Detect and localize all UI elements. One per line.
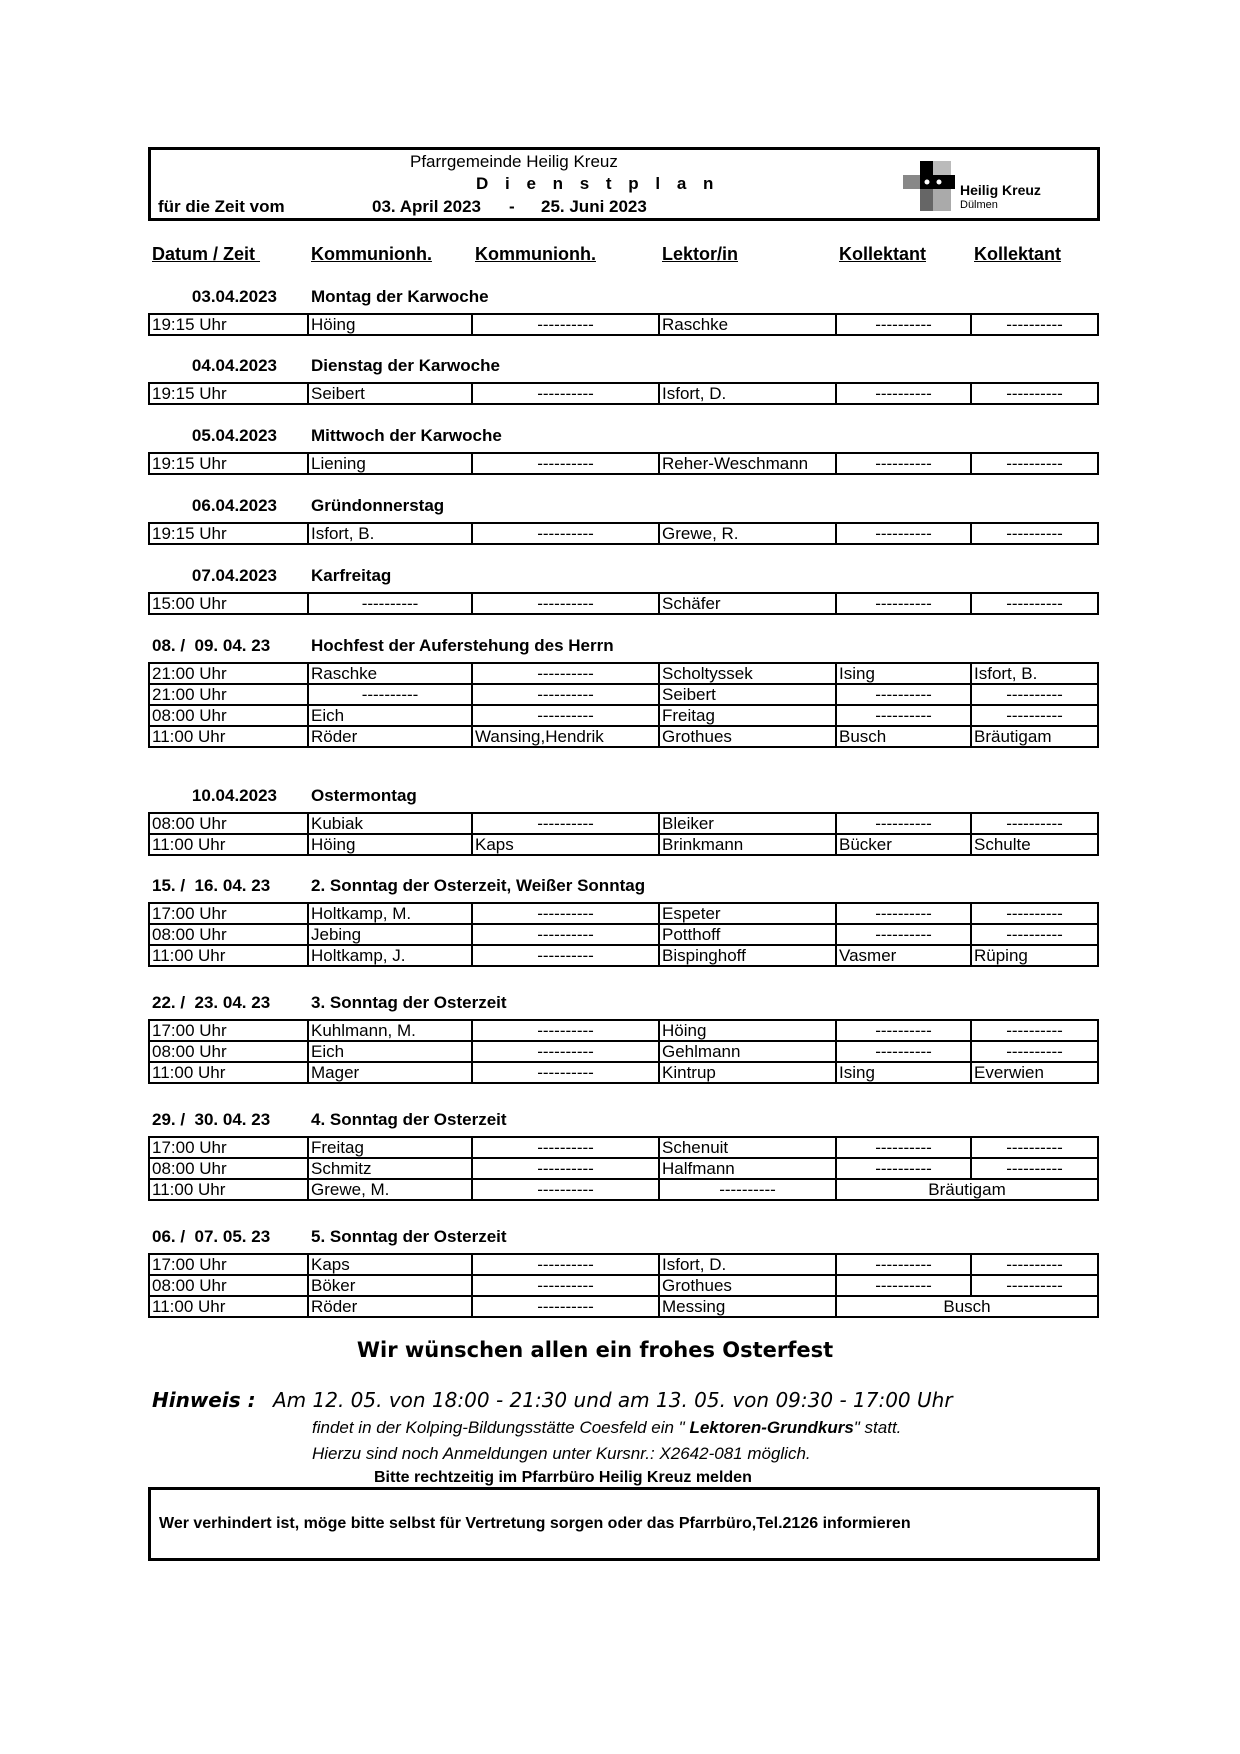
section-date: 05.04.2023 bbox=[191, 426, 277, 445]
schedule-cell: ---------- bbox=[971, 383, 1098, 404]
schedule-table bbox=[148, 313, 1099, 336]
schedule-cell: Liening bbox=[308, 453, 472, 474]
schedule-cell: ---------- bbox=[971, 453, 1098, 474]
schedule-cell: Messing bbox=[659, 1296, 836, 1317]
table-row bbox=[149, 705, 1098, 726]
table-row bbox=[149, 1041, 1098, 1062]
schedule-cell: ---------- bbox=[472, 1254, 659, 1275]
schedule-table bbox=[148, 1253, 1099, 1318]
schedule-cell: Röder bbox=[308, 726, 472, 747]
table-row bbox=[149, 1275, 1098, 1296]
schedule-cell: Grothues bbox=[659, 726, 836, 747]
table-row bbox=[149, 523, 1098, 544]
schedule-cell: Schulte bbox=[971, 834, 1098, 855]
section-date: 15. / 16. 04. 23 bbox=[152, 876, 271, 895]
time-cell: 19:15 Uhr bbox=[149, 453, 308, 474]
schedule-table bbox=[148, 592, 1099, 615]
section-date: 06. / 07. 05. 23 bbox=[152, 1227, 271, 1246]
section-date: 03.04.2023 bbox=[191, 287, 277, 306]
time-cell: 08:00 Uhr bbox=[149, 813, 308, 834]
section-date: 07.04.2023 bbox=[191, 566, 277, 585]
schedule-cell: ---------- bbox=[472, 453, 659, 474]
schedule-cell: Ising bbox=[836, 1062, 971, 1083]
table-row bbox=[149, 834, 1098, 855]
time-cell: 11:00 Uhr bbox=[149, 1179, 308, 1200]
section-title: 5. Sonntag der Osterzeit bbox=[311, 1227, 507, 1246]
logo-city: Dülmen bbox=[960, 199, 998, 211]
schedule-table bbox=[148, 452, 1099, 475]
schedule-cell: Schenuit bbox=[659, 1137, 836, 1158]
note-line-2-a: findet in der Kolping-Bildungsstätte Coesfeld ein " bbox=[312, 1418, 690, 1437]
schedule-cell: ---------- bbox=[472, 663, 659, 684]
schedule-cell: Wansing,Hendrik bbox=[472, 726, 659, 747]
section-title: 4. Sonntag der Osterzeit bbox=[311, 1110, 507, 1129]
schedule-cell: Rüping bbox=[971, 945, 1098, 966]
note-line-4: Bitte rechtzeitig im Pfarrbüro Heilig Kreuz melden bbox=[374, 1469, 752, 1486]
schedule-cell: ---------- bbox=[472, 903, 659, 924]
period-start: 03. April 2023 bbox=[372, 197, 481, 216]
schedule-cell: Brinkmann bbox=[659, 834, 836, 855]
time-cell: 08:00 Uhr bbox=[149, 705, 308, 726]
time-cell: 11:00 Uhr bbox=[149, 834, 308, 855]
schedule-cell: ---------- bbox=[472, 684, 659, 705]
column-header-communion-2: Kommunionh. bbox=[475, 244, 596, 264]
schedule-table bbox=[148, 662, 1099, 748]
schedule-cell: Gehlmann bbox=[659, 1041, 836, 1062]
schedule-cell: ---------- bbox=[472, 314, 659, 335]
time-cell: 21:00 Uhr bbox=[149, 684, 308, 705]
schedule-cell: Espeter bbox=[659, 903, 836, 924]
schedule-cell: ---------- bbox=[472, 1137, 659, 1158]
schedule-cell: Vasmer bbox=[836, 945, 971, 966]
schedule-cell: ---------- bbox=[971, 924, 1098, 945]
schedule-cell: ---------- bbox=[836, 684, 971, 705]
section-title: Montag der Karwoche bbox=[311, 287, 489, 306]
time-cell: 21:00 Uhr bbox=[149, 663, 308, 684]
schedule-cell: Reher-Weschmann bbox=[659, 453, 836, 474]
time-cell: 08:00 Uhr bbox=[149, 1275, 308, 1296]
column-header-communion-1: Kommunionh. bbox=[311, 244, 432, 264]
section-title: Karfreitag bbox=[311, 566, 392, 585]
time-cell: 11:00 Uhr bbox=[149, 1062, 308, 1083]
schedule-cell: ---------- bbox=[836, 453, 971, 474]
schedule-cell: ---------- bbox=[971, 684, 1098, 705]
schedule-cell: ---------- bbox=[836, 1020, 971, 1041]
time-cell: 17:00 Uhr bbox=[149, 903, 308, 924]
schedule-cell: ---------- bbox=[971, 705, 1098, 726]
schedule-cell: ---------- bbox=[472, 945, 659, 966]
column-header-collector-2: Kollektant bbox=[974, 244, 1062, 264]
schedule-cell: ---------- bbox=[971, 314, 1098, 335]
schedule-cell: Busch bbox=[836, 726, 971, 747]
section-title: Gründonnerstag bbox=[311, 496, 445, 515]
schedule-table bbox=[148, 522, 1099, 545]
schedule-cell: Potthoff bbox=[659, 924, 836, 945]
section-date: 22. / 23. 04. 23 bbox=[152, 993, 271, 1012]
time-cell: 17:00 Uhr bbox=[149, 1254, 308, 1275]
schedule-cell: ---------- bbox=[472, 1041, 659, 1062]
section-title: Ostermontag bbox=[311, 786, 417, 805]
table-row bbox=[149, 1020, 1098, 1041]
schedule-cell: ---------- bbox=[971, 813, 1098, 834]
schedule-cell: ---------- bbox=[472, 523, 659, 544]
easter-wish: Wir wünschen allen ein frohes Osterfest bbox=[356, 1338, 834, 1362]
schedule-cell: Holtkamp, M. bbox=[308, 903, 472, 924]
schedule-cell: ---------- bbox=[472, 924, 659, 945]
schedule-cell: ---------- bbox=[472, 1062, 659, 1083]
table-row bbox=[149, 593, 1098, 614]
section-title: 3. Sonntag der Osterzeit bbox=[311, 993, 507, 1012]
schedule-cell: Mager bbox=[308, 1062, 472, 1083]
schedule-cell: ---------- bbox=[971, 903, 1098, 924]
schedule-cell: ---------- bbox=[836, 813, 971, 834]
schedule-cell: Eich bbox=[308, 705, 472, 726]
table-row bbox=[149, 453, 1098, 474]
schedule-cell: ---------- bbox=[308, 593, 472, 614]
schedule-table bbox=[148, 812, 1099, 856]
schedule-cell: Eich bbox=[308, 1041, 472, 1062]
table-row bbox=[149, 1296, 1098, 1317]
schedule-cell: Höing bbox=[659, 1020, 836, 1041]
time-cell: 11:00 Uhr bbox=[149, 726, 308, 747]
schedule-table bbox=[148, 1136, 1099, 1201]
section-title: Hochfest der Auferstehung des Herrn bbox=[311, 636, 614, 655]
schedule-cell: ---------- bbox=[971, 1254, 1098, 1275]
time-cell: 15:00 Uhr bbox=[149, 593, 308, 614]
time-cell: 11:00 Uhr bbox=[149, 945, 308, 966]
period-separator: - bbox=[509, 197, 515, 216]
schedule-cell: ---------- bbox=[836, 383, 971, 404]
period-label: für die Zeit vom bbox=[158, 197, 285, 216]
section-date: 10.04.2023 bbox=[191, 786, 277, 805]
schedule-cell: Kubiak bbox=[308, 813, 472, 834]
note-line-2 bbox=[312, 1418, 901, 1438]
time-cell: 17:00 Uhr bbox=[149, 1137, 308, 1158]
time-cell: 19:15 Uhr bbox=[149, 523, 308, 544]
page-title: D i e n s t p l a n bbox=[476, 174, 720, 193]
time-cell: 19:15 Uhr bbox=[149, 314, 308, 335]
schedule-cell: Seibert bbox=[308, 383, 472, 404]
schedule-cell: ---------- bbox=[836, 1254, 971, 1275]
schedule-cell: ---------- bbox=[472, 1179, 659, 1200]
schedule-cell: ---------- bbox=[971, 1041, 1098, 1062]
schedule-cell: Freitag bbox=[308, 1137, 472, 1158]
section-title: 2. Sonntag der Osterzeit, Weißer Sonntag bbox=[311, 876, 646, 895]
schedule-cell: ---------- bbox=[836, 314, 971, 335]
schedule-cell: ---------- bbox=[971, 1275, 1098, 1296]
table-row bbox=[149, 1137, 1098, 1158]
section-title: Mittwoch der Karwoche bbox=[311, 426, 502, 445]
schedule-cell: Raschke bbox=[659, 314, 836, 335]
schedule-cell: Kaps bbox=[472, 834, 659, 855]
parish-name: Pfarrgemeinde Heilig Kreuz bbox=[410, 152, 618, 171]
schedule-cell: Scholtyssek bbox=[659, 663, 836, 684]
note-line-1: Am 12. 05. von 18:00 - 21:30 und am 13. 05. von 09:30 - 17:00 Uhr bbox=[273, 1388, 953, 1412]
table-row bbox=[149, 945, 1098, 966]
time-cell: 08:00 Uhr bbox=[149, 924, 308, 945]
schedule-cell: ---------- bbox=[971, 1137, 1098, 1158]
schedule-cell: ---------- bbox=[659, 1179, 836, 1200]
schedule-cell: Freitag bbox=[659, 705, 836, 726]
schedule-cell: ---------- bbox=[971, 593, 1098, 614]
schedule-cell: ---------- bbox=[971, 1020, 1098, 1041]
schedule-cell: Bispinghoff bbox=[659, 945, 836, 966]
section-date: 08. / 09. 04. 23 bbox=[152, 636, 271, 655]
schedule-cell: ---------- bbox=[472, 1020, 659, 1041]
schedule-cell: ---------- bbox=[308, 684, 472, 705]
section-date: 06.04.2023 bbox=[191, 496, 277, 515]
section-date: 04.04.2023 bbox=[191, 356, 277, 375]
schedule-cell: ---------- bbox=[836, 523, 971, 544]
schedule-cell: Isfort, D. bbox=[659, 383, 836, 404]
schedule-cell: Bräutigam bbox=[971, 726, 1098, 747]
time-cell: 19:15 Uhr bbox=[149, 383, 308, 404]
schedule-cell: ---------- bbox=[472, 383, 659, 404]
table-row bbox=[149, 684, 1098, 705]
schedule-table bbox=[148, 382, 1099, 405]
table-row bbox=[149, 924, 1098, 945]
schedule-cell: Böker bbox=[308, 1275, 472, 1296]
schedule-cell: Kaps bbox=[308, 1254, 472, 1275]
schedule-cell: ---------- bbox=[836, 1041, 971, 1062]
schedule-cell: Raschke bbox=[308, 663, 472, 684]
schedule-cell: Bleiker bbox=[659, 813, 836, 834]
time-cell: 11:00 Uhr bbox=[149, 1296, 308, 1317]
note-label: Hinweis : bbox=[152, 1388, 256, 1412]
schedule-cell: ---------- bbox=[472, 705, 659, 726]
table-row bbox=[149, 903, 1098, 924]
schedule-cell: Isfort, D. bbox=[659, 1254, 836, 1275]
section-title: Dienstag der Karwoche bbox=[311, 356, 500, 375]
schedule-cell: Schäfer bbox=[659, 593, 836, 614]
table-row bbox=[149, 314, 1098, 335]
schedule-cell: ---------- bbox=[472, 1296, 659, 1317]
schedule-cell: ---------- bbox=[971, 1158, 1098, 1179]
schedule-cell: ---------- bbox=[971, 523, 1098, 544]
table-row bbox=[149, 383, 1098, 404]
schedule-cell: Bücker bbox=[836, 834, 971, 855]
schedule-cell: ---------- bbox=[836, 593, 971, 614]
schedule-cell: Grothues bbox=[659, 1275, 836, 1296]
schedule-cell: Busch bbox=[836, 1296, 1098, 1317]
schedule-cell: Kuhlmann, M. bbox=[308, 1020, 472, 1041]
schedule-cell: Röder bbox=[308, 1296, 472, 1317]
schedule-cell: ---------- bbox=[836, 903, 971, 924]
time-cell: 08:00 Uhr bbox=[149, 1041, 308, 1062]
schedule-cell: ---------- bbox=[472, 813, 659, 834]
schedule-table bbox=[148, 902, 1099, 967]
schedule-cell: Ising bbox=[836, 663, 971, 684]
schedule-cell: Höing bbox=[308, 834, 472, 855]
table-row bbox=[149, 726, 1098, 747]
schedule-cell: Kintrup bbox=[659, 1062, 836, 1083]
table-row bbox=[149, 1062, 1098, 1083]
table-row bbox=[149, 1179, 1098, 1200]
note-line-3: Hierzu sind noch Anmeldungen unter Kursnr.: X2642-081 möglich. bbox=[312, 1444, 811, 1463]
schedule-cell: Seibert bbox=[659, 684, 836, 705]
schedule-cell: Grewe, R. bbox=[659, 523, 836, 544]
schedule-cell: ---------- bbox=[472, 1275, 659, 1296]
schedule-cell: ---------- bbox=[836, 1158, 971, 1179]
logo-name: Heilig Kreuz bbox=[960, 182, 1041, 198]
schedule-cell: ---------- bbox=[836, 1137, 971, 1158]
schedule-cell: ---------- bbox=[836, 924, 971, 945]
schedule-cell: Bräutigam bbox=[836, 1179, 1098, 1200]
footer-text: Wer verhindert ist, möge bitte selbst für Vertretung sorgen oder das Pfarrbüro,Tel.2126 informieren bbox=[159, 1515, 911, 1532]
schedule-cell: ---------- bbox=[472, 1158, 659, 1179]
period-end: 25. Juni 2023 bbox=[541, 197, 647, 216]
schedule-cell: ---------- bbox=[836, 705, 971, 726]
note-line-2-c: " statt. bbox=[853, 1418, 902, 1437]
table-row bbox=[149, 663, 1098, 684]
schedule-cell: Schmitz bbox=[308, 1158, 472, 1179]
schedule-cell: Isfort, B. bbox=[308, 523, 472, 544]
schedule-cell: Jebing bbox=[308, 924, 472, 945]
table-row bbox=[149, 813, 1098, 834]
schedule-cell: Halfmann bbox=[659, 1158, 836, 1179]
time-cell: 17:00 Uhr bbox=[149, 1020, 308, 1041]
column-header-collector-1: Kollektant bbox=[839, 244, 927, 264]
table-row bbox=[149, 1254, 1098, 1275]
schedule-cell: Isfort, B. bbox=[971, 663, 1098, 684]
schedule-cell: Holtkamp, J. bbox=[308, 945, 472, 966]
schedule-cell: Höing bbox=[308, 314, 472, 335]
column-header-lector: Lektor/in bbox=[662, 244, 739, 264]
schedule-cell: Grewe, M. bbox=[308, 1179, 472, 1200]
section-date: 29. / 30. 04. 23 bbox=[152, 1110, 271, 1129]
schedule-cell: Everwien bbox=[971, 1062, 1098, 1083]
column-header-date: Datum / Zeit bbox=[152, 244, 261, 264]
table-row bbox=[149, 1158, 1098, 1179]
time-cell: 08:00 Uhr bbox=[149, 1158, 308, 1179]
schedule-cell: ---------- bbox=[836, 1275, 971, 1296]
schedule-table bbox=[148, 1019, 1099, 1084]
course-name: Lektoren-Grundkurs bbox=[689, 1418, 854, 1437]
schedule-cell: ---------- bbox=[472, 593, 659, 614]
